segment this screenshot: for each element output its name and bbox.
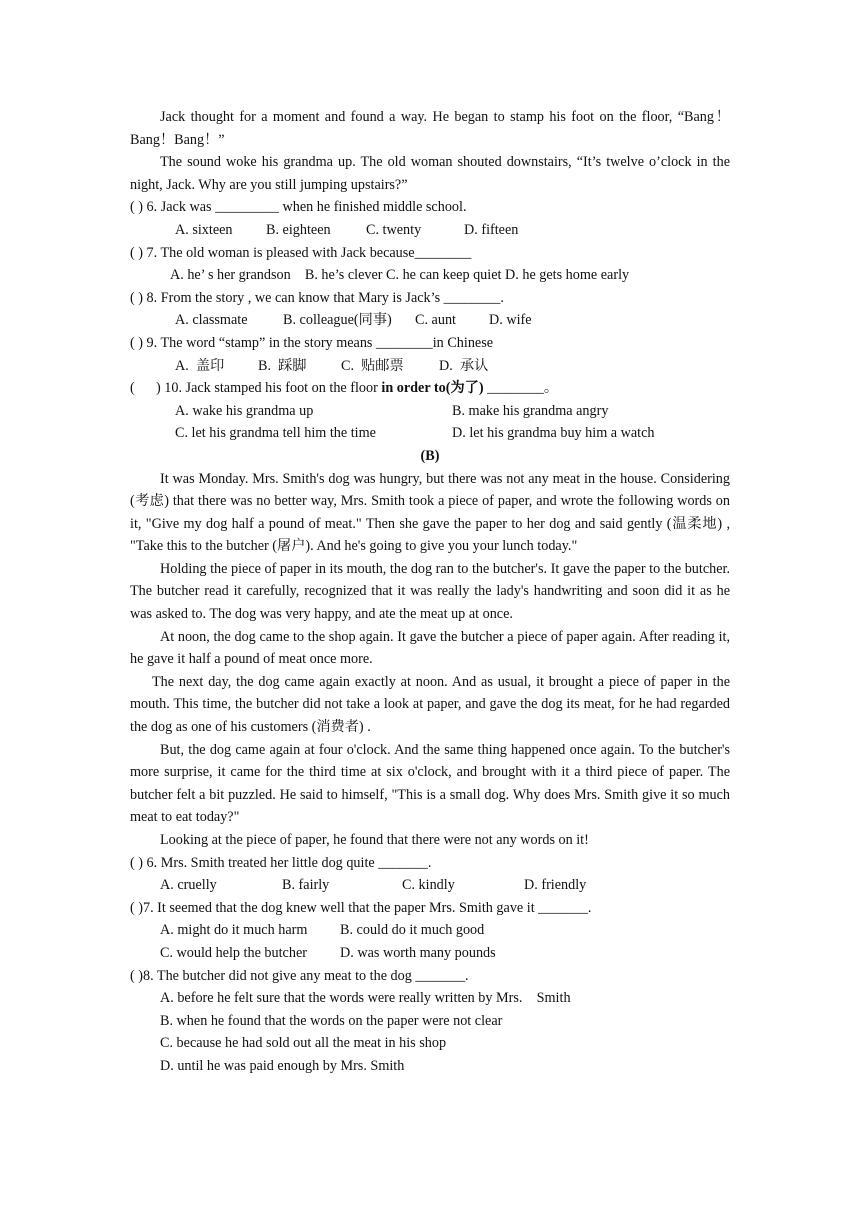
question-b7-options-row2 xyxy=(130,942,730,965)
option-d: D. wife xyxy=(489,312,532,329)
stem-bold: in order to(为了) xyxy=(381,380,484,397)
option-b: B. make his grandma angry xyxy=(452,402,609,419)
option-b: B. could do it much good xyxy=(340,922,485,939)
option-c: C. 贴邮票 xyxy=(341,357,404,374)
story-b-paragraph-2: Holding the piece of paper in its mouth, the dog ran to the butcher's. It gave the paper to the butcher. The butcher read it carefully, recognized that it was really the lady's handwriting and soon did it as he was asked to. The dog was very happy, and ate the meat up at once. xyxy=(130,560,730,623)
question-a8-options xyxy=(130,309,730,332)
question-a6-options xyxy=(130,219,730,242)
question-b6-stem: ( ) 6. Mrs. Smith treated her little dog quite _______. xyxy=(130,854,432,871)
question-a6-stem: ( ) 6. Jack was _________ when he finished middle school. xyxy=(130,199,467,216)
question-b8-option-d: D. until he was paid enough by Mrs. Smith xyxy=(160,1057,405,1074)
section-b-heading: (B) xyxy=(420,447,440,464)
question-b6-options xyxy=(130,874,730,897)
story-a-paragraph-2: The sound woke his grandma up. The old woman shouted downstairs, “It’s twelve o’clock in the night, Jack. Why are you still jumping upstairs?” xyxy=(130,154,730,193)
question-b8-option-c: C. because he had sold out all the meat in his shop xyxy=(160,1035,447,1052)
stem-prefix: ( ) 10. Jack stamped his foot on the floor xyxy=(130,380,382,397)
option-d: D. 承认 xyxy=(439,357,489,374)
story-b-paragraph-3: At noon, the dog came to the shop again. It gave the butcher a piece of paper again. After reading it, he gave it half a pound of meat once more. xyxy=(130,628,730,668)
option-a: A. classmate xyxy=(175,312,248,329)
option-c: C. let his grandma tell him the time xyxy=(175,425,376,442)
story-b-paragraph-5: But, the dog came again at four o'clock. And the same thing happened once again. To the butcher's more surprise, it came for the third time at six o'clock, and brought with it a third piece of paper. The butcher felt a bit puzzled. He said to himself, "This is a small dog. Why does Mrs. Smith give it so much meat to eat today?" xyxy=(130,741,730,826)
question-a7-options: A. he’ s her grandson B. he’s clever C. he can keep quiet D. he gets home early xyxy=(170,267,630,284)
story-b-paragraph-4: The next day, the dog came again exactly at noon. And as usual, it brought a piece of paper in the mouth. This time, the butcher did not take a look at paper, and gave the dog its meat, for he had regarded the dog as one of his customers (消费者) . xyxy=(130,673,730,736)
option-a: A. might do it much harm xyxy=(160,922,308,939)
option-d: D. fifteen xyxy=(464,221,519,238)
option-d: D. friendly xyxy=(524,877,587,894)
option-b: B. 踩脚 xyxy=(258,357,307,374)
option-b: B. colleague(同事) xyxy=(283,312,392,329)
document-page xyxy=(130,106,730,1078)
question-b8-stem: ( )8. The butcher did not give any meat to the dog _______. xyxy=(130,967,469,984)
question-a10-stem xyxy=(130,377,730,400)
option-c: C. aunt xyxy=(415,312,456,329)
option-d: D. was worth many pounds xyxy=(340,944,496,961)
question-b8-option-b: B. when he found that the words on the paper were not clear xyxy=(160,1012,503,1029)
question-a9-options xyxy=(130,355,730,378)
question-a10-options-row1 xyxy=(130,400,730,423)
question-b7-options-row1 xyxy=(130,919,730,942)
option-c: C. twenty xyxy=(366,221,422,238)
option-b: B. eighteen xyxy=(266,221,331,238)
option-c: C. would help the butcher xyxy=(160,944,307,961)
option-b: B. fairly xyxy=(282,877,330,894)
option-c: C. kindly xyxy=(402,877,455,894)
question-a7-stem: ( ) 7. The old woman is pleased with Jack because________ xyxy=(130,244,472,261)
story-b-paragraph-1: It was Monday. Mrs. Smith's dog was hungry, but there was not any meat in the house. Considering (考虑) that there was no better way, Mrs. Smith took a piece of paper, and wrote the following words on it, "Give my dog half a pound of meat." Then she gave the paper to her dog and said gently (温柔地) , "Take this to the butcher (屠户). And he's going to give you your lunch today." xyxy=(130,470,730,555)
option-a: A. cruelly xyxy=(160,877,217,894)
question-a9-stem: ( ) 9. The word “stamp” in the story means ________in Chinese xyxy=(130,334,494,351)
option-d: D. let his grandma buy him a watch xyxy=(452,425,655,442)
stem-suffix: ________。 xyxy=(483,380,559,397)
story-b-paragraph-6: Looking at the piece of paper, he found that there were not any words on it! xyxy=(160,832,589,848)
question-a10-options-row2 xyxy=(130,422,730,445)
question-b8-option-a: A. before he felt sure that the words were really written by Mrs. Smith xyxy=(160,990,571,1007)
story-a-paragraph-1: Jack thought for a moment and found a way. He began to stamp his foot on the floor, “Bang！Bang！Bang！” xyxy=(130,109,730,148)
option-a: A. 盖印 xyxy=(175,357,225,374)
option-a: A. sixteen xyxy=(175,221,233,238)
question-a8-stem: ( ) 8. From the story , we can know that Mary is Jack’s ________. xyxy=(130,289,504,306)
option-a: A. wake his grandma up xyxy=(175,402,314,419)
question-b7-stem: ( )7. It seemed that the dog knew well that the paper Mrs. Smith gave it _______. xyxy=(130,899,592,916)
